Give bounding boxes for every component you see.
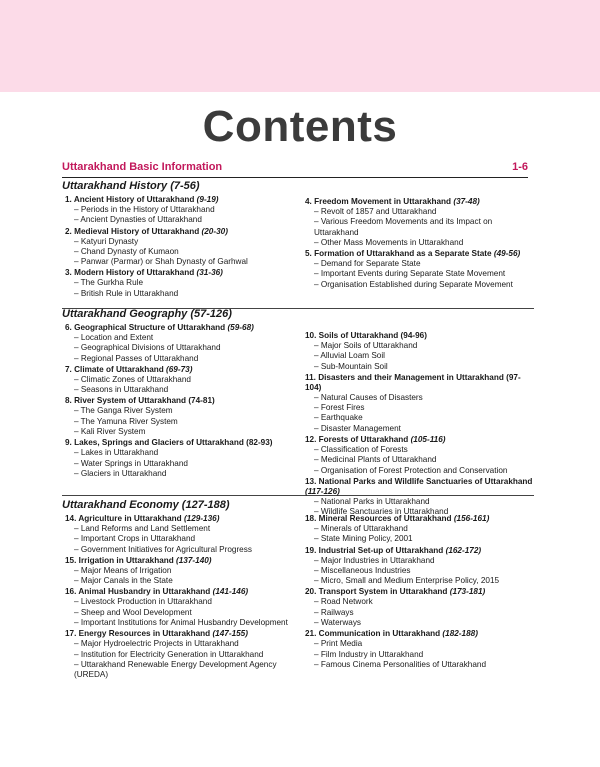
chapter-topic: – Micro, Small and Medium Enterprise Policy, 2015 xyxy=(314,576,500,586)
chapter-number: 2. xyxy=(65,226,72,236)
chapter-topic: – Famous Cinema Personalities of Uttarakhand xyxy=(314,659,487,669)
chapter-title-text: Modern History of Uttarakhand xyxy=(74,268,195,278)
chapter-topic: – Major Hydroelectric Projects in Uttarakhand xyxy=(74,639,239,649)
section-title: Uttarakhand Economy (127-188) xyxy=(62,499,230,511)
chapter-topic: – Railways xyxy=(314,607,354,617)
chapter-pages: (31-36) xyxy=(196,268,223,278)
chapter-topic-list xyxy=(62,639,302,680)
chapter-title-text: Disasters and their Management in Uttarakhand (97-104) xyxy=(305,372,521,392)
chapter-topic: – Various Freedom Movements and its Impact on Uttarakhand xyxy=(314,217,493,237)
chapter-number: 7. xyxy=(65,364,72,374)
chapter-title-text: River System of Uttarakhand (74-81) xyxy=(74,396,215,406)
chapter-topic: – Disaster Management xyxy=(314,423,401,433)
chapter-title-text: Transport System in Uttarakhand xyxy=(318,587,448,597)
chapter-topic: – Other Mass Movements in Uttarakhand xyxy=(314,237,464,247)
chapter-topic: – Organisation Established during Separate Movement xyxy=(314,279,513,289)
chapter-topic: – Periods in the History of Uttarakhand xyxy=(74,205,215,214)
chapter-topic: – Important Events during Separate State Movement xyxy=(314,269,506,279)
left-column xyxy=(62,322,302,518)
chapter-pages: (141-146) xyxy=(212,587,249,597)
chapter-title[interactable] xyxy=(62,438,302,448)
chapter-topic-list xyxy=(62,333,302,364)
chapter-entry[interactable] xyxy=(62,195,302,226)
left-column xyxy=(62,513,302,681)
chapter-topic: – Important Institutions for Animal Husbandry Development xyxy=(74,618,288,628)
chapter-number: 9. xyxy=(65,438,72,448)
chapter-topic: – Earthquake xyxy=(314,413,363,423)
chapter-title[interactable] xyxy=(62,268,302,278)
chapter-topic: – Sub-Mountain Soil xyxy=(314,361,388,371)
chapter-title[interactable] xyxy=(62,629,302,639)
chapter-topic: – Institution for Electricity Generation in Uttarakhand xyxy=(74,649,264,659)
chapter-topic: – Kali River System xyxy=(74,427,146,437)
chapter-topic-list xyxy=(62,375,302,396)
chapter-pages: (129-136) xyxy=(183,514,220,523)
chapter-number: 19. xyxy=(305,545,317,555)
chapter-entry[interactable] xyxy=(302,514,534,545)
chapter-title[interactable] xyxy=(302,587,534,597)
chapter-title[interactable] xyxy=(302,249,534,259)
chapter-pages: (69-73) xyxy=(166,364,193,374)
chapter-topic: – Organisation of Forest Protection and Conservation xyxy=(314,465,508,475)
chapter-entry[interactable] xyxy=(62,365,302,396)
chapter-number: 17. xyxy=(65,629,77,639)
chapter-title-text: Energy Resources in Uttarakhand xyxy=(78,629,211,639)
chapter-entry[interactable] xyxy=(302,546,534,587)
chapter-topic: – Chand Dynasty of Kumaon xyxy=(74,246,179,256)
chapter-entry[interactable] xyxy=(302,331,534,372)
chapter-pages: (173-181) xyxy=(449,587,486,597)
chapter-topic: – Waterways xyxy=(314,618,362,628)
chapter-topic: – Major Means of Irrigation xyxy=(74,565,172,575)
chapter-title[interactable] xyxy=(302,373,534,393)
chapter-topic: – The Ganga River System xyxy=(74,406,173,416)
chapter-topic: – State Mining Policy, 2001 xyxy=(314,534,413,544)
chapter-number: 10. xyxy=(305,331,317,340)
page-title: Contents xyxy=(202,102,398,151)
basic-information-row[interactable] xyxy=(62,161,528,178)
chapter-pages: (20-30) xyxy=(201,226,228,236)
chapter-pages: (147-155) xyxy=(212,629,248,639)
chapter-number: 6. xyxy=(65,323,72,332)
chapter-title-text: Industrial Set-up of Uttarakhand xyxy=(318,545,444,555)
chapter-title[interactable] xyxy=(302,435,534,445)
chapter-topic-list xyxy=(302,524,534,545)
chapter-topic: – Geographical Divisions of Uttarakhand xyxy=(74,343,221,353)
chapter-entry[interactable] xyxy=(62,438,302,479)
chapter-topic-list xyxy=(62,406,302,437)
chapter-number: 12. xyxy=(305,435,317,445)
chapter-title[interactable] xyxy=(62,556,302,566)
chapter-title-text: Climate of Uttarakhand xyxy=(74,364,164,374)
chapter-topic: – Livestock Production in Uttarakhand xyxy=(74,597,212,607)
chapter-title[interactable] xyxy=(302,514,534,524)
chapter-entry[interactable] xyxy=(62,323,302,364)
chapter-title[interactable] xyxy=(62,323,302,333)
section-title: Uttarakhand History (7-56) xyxy=(62,180,200,192)
chapter-topic: – Medicinal Plants of Uttarakhand xyxy=(314,455,437,465)
chapter-title[interactable] xyxy=(302,197,534,207)
chapter-number: 16. xyxy=(65,587,77,597)
chapter-topic-list xyxy=(302,341,534,372)
chapter-topic-list xyxy=(302,445,534,476)
chapter-topic: – Sheep and Wool Development xyxy=(74,607,192,617)
chapter-topic: – Glaciers in Uttarakhand xyxy=(74,468,167,478)
chapter-topic: – The Yamuna River System xyxy=(74,416,178,426)
chapter-topic: – Major Soils of Uttarakhand xyxy=(314,341,418,350)
chapter-topic-list xyxy=(302,393,534,434)
chapter-entry[interactable] xyxy=(62,396,302,437)
chapter-topic-list xyxy=(302,556,534,587)
chapter-entry[interactable] xyxy=(62,629,302,680)
chapter-topic-list xyxy=(302,207,534,248)
chapter-title-text: Ancient History of Uttarakhand xyxy=(73,195,195,204)
chapter-title-text: Forests of Uttarakhand xyxy=(318,435,409,445)
chapter-topic: – Water Springs in Uttarakhand xyxy=(74,458,188,468)
chapter-topic: – Wildlife Sanctuaries in Uttarakhand xyxy=(314,507,449,517)
chapter-title[interactable] xyxy=(62,365,302,375)
chapter-title-text: Freedom Movement in Uttarakhand xyxy=(314,197,452,206)
chapter-title[interactable] xyxy=(302,331,534,341)
chapter-topic: – Revolt of 1857 and Uttarakhand xyxy=(314,207,437,216)
section-title: Uttarakhand Geography (57-126) xyxy=(62,308,232,320)
chapter-pages: (49-56) xyxy=(493,249,521,259)
chapter-topic: – Minerals of Uttarakhand xyxy=(314,524,408,533)
chapter-entry[interactable] xyxy=(62,556,302,587)
chapter-topic: – Film Industry in Uttarakhand xyxy=(314,649,424,659)
chapter-pages: (137-140) xyxy=(176,555,212,565)
chapter-title-text: Medieval History of Uttarakhand xyxy=(74,226,200,236)
chapter-topic-list xyxy=(302,259,534,290)
chapter-pages: (156-161) xyxy=(453,514,490,523)
chapter-topic: – Uttarakhand Renewable Energy Development Agency (UREDA) xyxy=(74,659,277,680)
chapter-number: 1. xyxy=(65,195,72,204)
chapter-number: 4. xyxy=(305,197,312,206)
chapter-title[interactable] xyxy=(302,546,534,556)
chapter-topic: – Print Media xyxy=(314,639,363,649)
chapter-topic-list xyxy=(62,566,302,587)
section-history xyxy=(62,180,534,309)
chapter-topic: – Katyuri Dynasty xyxy=(74,236,139,246)
chapter-topic-list xyxy=(62,597,302,628)
chapter-title[interactable] xyxy=(62,227,302,237)
chapter-pages: (9-19) xyxy=(196,195,219,204)
chapter-topic-list xyxy=(302,639,534,670)
chapter-pages: (105-116) xyxy=(410,435,446,445)
right-column xyxy=(302,513,534,681)
chapter-topic: – Classification of Forests xyxy=(314,445,408,455)
chapter-topic-list xyxy=(62,448,302,479)
chapter-title-text: Animal Husbandry in Uttarakhand xyxy=(78,587,211,597)
chapter-pages: (59-68) xyxy=(227,323,254,332)
chapter-title[interactable] xyxy=(62,396,302,406)
chapter-number: 21. xyxy=(305,629,317,639)
chapter-title-text: Geographical Structure of Uttarakhand xyxy=(74,323,226,332)
chapter-topic-list xyxy=(62,278,302,299)
chapter-title[interactable] xyxy=(62,514,302,524)
chapter-number: 11. xyxy=(305,372,316,382)
right-column xyxy=(302,194,534,299)
chapter-number: 18. xyxy=(305,514,317,523)
chapter-entry[interactable] xyxy=(302,249,534,290)
chapter-pages: (162-172) xyxy=(445,545,482,555)
chapter-number: 13. xyxy=(305,476,317,486)
chapter-title-text: Formation of Uttarakhand as a Separate State xyxy=(314,249,492,259)
header-banner xyxy=(0,0,600,92)
chapter-title-text: Soils of Uttarakhand (94-96) xyxy=(318,331,427,340)
chapter-number: 8. xyxy=(65,396,72,406)
chapter-topic: – Major Industries in Uttarakhand xyxy=(314,555,435,565)
chapter-title-text: Agriculture in Uttarakhand xyxy=(78,514,182,523)
chapter-entry[interactable] xyxy=(302,373,534,434)
chapter-entry[interactable] xyxy=(62,268,302,299)
section-economy xyxy=(62,496,534,729)
chapter-topic: – Climatic Zones of Uttarakhand xyxy=(74,374,191,384)
chapter-number: 3. xyxy=(65,268,72,278)
chapter-number: 14. xyxy=(65,514,77,523)
chapter-entry[interactable] xyxy=(302,435,534,476)
chapter-number: 5. xyxy=(305,249,312,259)
chapter-topic: – Alluvial Loam Soil xyxy=(314,351,385,361)
chapter-entry[interactable] xyxy=(302,587,534,628)
chapter-topic: – British Rule in Uttarakhand xyxy=(74,288,179,298)
chapter-topic: – Forest Fires xyxy=(314,403,365,413)
chapter-title[interactable] xyxy=(62,587,302,597)
chapter-topic: – Lakes in Uttarakhand xyxy=(74,448,159,458)
chapter-topic-list xyxy=(62,524,302,555)
chapter-topic: – Important Crops in Uttarakhand xyxy=(74,534,196,544)
chapter-entry[interactable] xyxy=(62,587,302,628)
chapter-topic: – Land Reforms and Land Settlement xyxy=(74,524,211,533)
chapter-topic: – Major Canals in the State xyxy=(74,576,173,586)
chapter-title-text: Lakes, Springs and Glaciers of Uttarakhand (82-93) xyxy=(74,438,273,448)
chapter-topic: – Regional Passes of Uttarakhand xyxy=(74,353,199,363)
chapter-entry[interactable] xyxy=(302,197,534,248)
chapter-number: 20. xyxy=(305,587,317,597)
chapter-topic: – Road Network xyxy=(314,597,373,607)
chapter-topic: – Panwar (Parmar) or Shah Dynasty of Garhwal xyxy=(74,257,248,267)
chapter-title-text: Mineral Resources of Uttarakhand xyxy=(318,514,452,523)
chapter-topic-list xyxy=(62,237,302,268)
chapter-topic-list xyxy=(62,205,302,226)
chapter-topic: – Demand for Separate State xyxy=(314,259,421,269)
chapter-entry[interactable] xyxy=(302,629,534,670)
chapter-topic: – Seasons in Uttarakhand xyxy=(74,385,169,395)
chapter-entry[interactable] xyxy=(62,227,302,268)
chapter-topic: – The Gurkha Rule xyxy=(74,278,144,288)
chapter-entry[interactable] xyxy=(62,514,302,555)
chapter-title-text: Irrigation in Uttarakhand xyxy=(78,555,174,565)
chapter-pages: (117-126) xyxy=(305,486,340,496)
chapter-topic: – Government Initiatives for Agricultural Progress xyxy=(74,544,252,554)
chapter-topic: – National Parks in Uttarakhand xyxy=(314,496,430,506)
chapter-title-text: National Parks and Wildlife Sanctuaries of Uttarakhand xyxy=(318,476,533,486)
chapter-topic: – Natural Causes of Disasters xyxy=(314,392,423,402)
chapter-title[interactable] xyxy=(302,477,534,497)
right-column xyxy=(302,322,534,518)
chapter-pages: (182-188) xyxy=(442,629,478,639)
chapter-topic: – Miscellaneous Industries xyxy=(314,565,411,575)
chapter-number: 15. xyxy=(65,555,77,565)
basic-information-label: Uttarakhand Basic Information xyxy=(62,161,223,173)
left-column xyxy=(62,194,302,299)
chapter-topic: – Ancient Dynasties of Uttarakhand xyxy=(74,215,202,225)
chapter-title[interactable] xyxy=(62,195,302,205)
basic-information-pages: 1-6 xyxy=(512,161,528,173)
chapter-title[interactable] xyxy=(302,629,534,639)
chapter-title-text: Communication in Uttarakhand xyxy=(318,629,441,639)
chapter-pages: (37-48) xyxy=(453,197,480,206)
chapter-topic: – Location and Extent xyxy=(74,333,154,342)
chapter-topic-list xyxy=(302,597,534,628)
